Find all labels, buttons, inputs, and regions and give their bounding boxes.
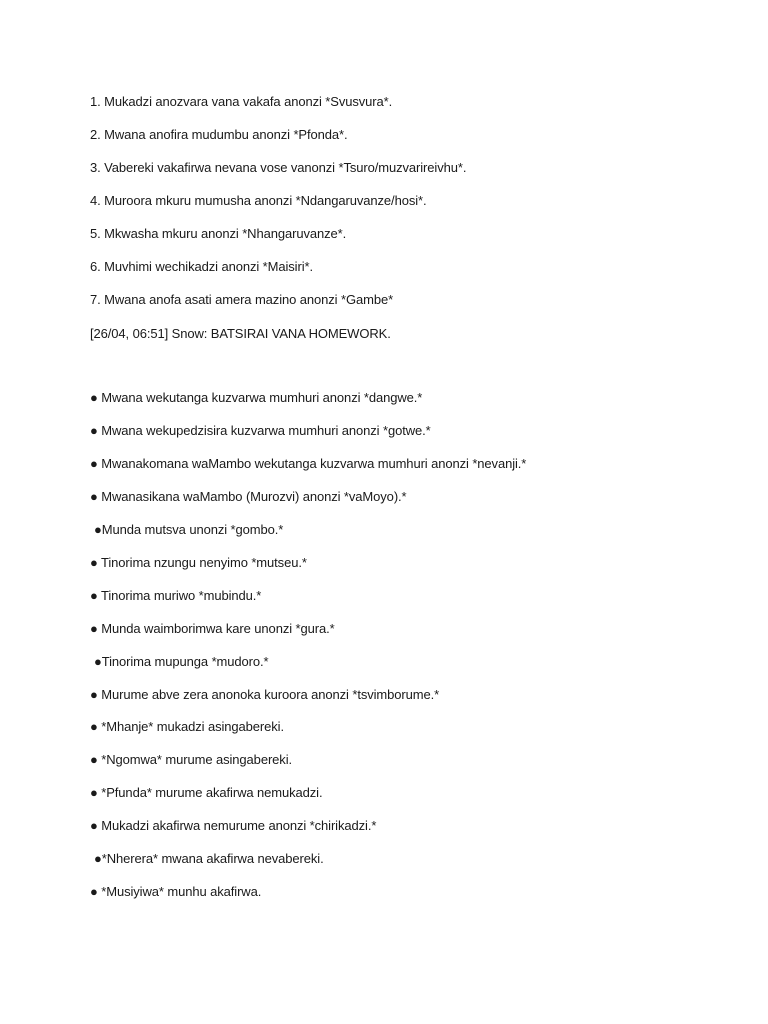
bullet-item: ● *Pfunda* murume akafirwa nemukadzi. — [90, 785, 323, 800]
numbered-item: 7. Mwana anofa asati amera mazino anonzi *Gambe* — [90, 292, 394, 307]
numbered-item: 2. Mwana anofira mudumbu anonzi *Pfonda*. — [90, 127, 348, 142]
bullet-item: ● *Musiyiwa* munhu akafirwa. — [90, 884, 262, 899]
bullet-item: ● Munda waimborimwa kare unonzi *gura.* — [90, 621, 335, 636]
bullet-item: ● *Ngomwa* murume asingabereki. — [90, 752, 293, 767]
message-header: [26/04, 06:51] Snow: BATSIRAI VANA HOMEWORK. — [90, 326, 391, 341]
numbered-item: 3. Vabereki vakafirwa nevana vose vanonzi *Tsuro/muzvarireivhu*. — [90, 160, 467, 175]
bullet-item: ● *Mhanje* mukadzi asingabereki. — [90, 719, 284, 734]
bullet-item: ● Mwanasikana waMambo (Murozvi) anonzi *vaMoyo).* — [90, 489, 407, 504]
bullet-item: ● Murume abve zera anonoka kuroora anonzi *tsvimborume.* — [90, 687, 440, 702]
numbered-item: 5. Mkwasha mkuru anonzi *Nhangaruvanze*. — [90, 226, 347, 241]
bullet-item: ●Munda mutsva unonzi *gombo.* — [94, 522, 284, 537]
bullet-item: ● Mwanakomana waMambo wekutanga kuzvarwa mumhuri anonzi *nevanji.* — [90, 456, 527, 471]
bullet-item: ● Tinorima nzungu nenyimo *mutseu.* — [90, 555, 307, 570]
bullet-item: ● Tinorima muriwo *mubindu.* — [90, 588, 262, 603]
numbered-item: 4. Muroora mkuru mumusha anonzi *Ndangaruvanze/hosi*. — [90, 193, 427, 208]
bullet-item: ● Mwana wekutanga kuzvarwa mumhuri anonzi *dangwe.* — [90, 390, 423, 405]
bullet-item: ● Mukadzi akafirwa nemurume anonzi *chirikadzi.* — [90, 818, 377, 833]
bullet-item: ● Mwana wekupedzisira kuzvarwa mumhuri anonzi *gotwe.* — [90, 423, 431, 438]
numbered-item: 6. Muvhimi wechikadzi anonzi *Maisiri*. — [90, 259, 313, 274]
bullet-item: ●Tinorima mupunga *mudoro.* — [94, 654, 269, 669]
numbered-item: 1. Mukadzi anozvara vana vakafa anonzi *Svusvura*. — [90, 94, 393, 109]
bullet-item: ●*Nherera* mwana akafirwa nevabereki. — [94, 851, 324, 866]
